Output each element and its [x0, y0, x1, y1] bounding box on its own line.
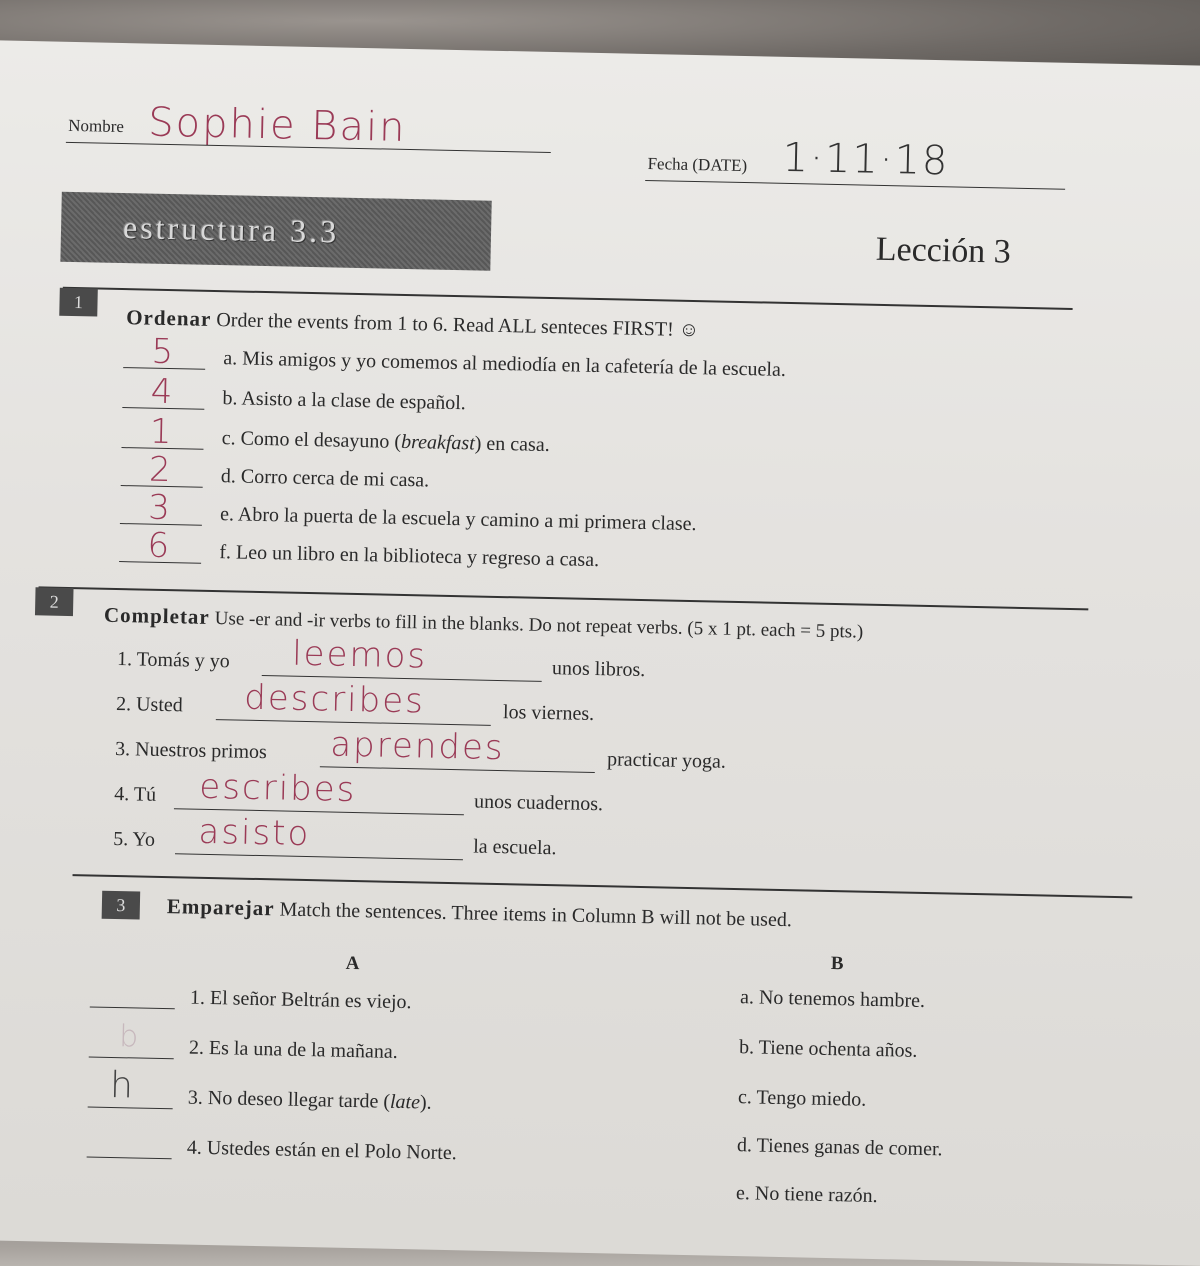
- match-item-text: 4. Ustedes están en el Polo Norte.: [186, 1136, 457, 1165]
- column-b-header: B: [830, 953, 844, 975]
- order-item-text: a. Mis amigos y yo comemos al mediodía en la cafetería de la escuela.: [223, 347, 787, 381]
- match-item-text: 1. El señor Beltrán es viejo.: [189, 986, 412, 1014]
- match-item-text: 3. No deseo llegar tarde (late).: [187, 1086, 432, 1114]
- order-answer: 4: [150, 371, 175, 413]
- order-item-text: d. Corro cerca de mi casa.: [220, 465, 430, 492]
- column-a-header: A: [345, 952, 360, 975]
- fecha-label: Fecha (DATE): [647, 154, 748, 176]
- answer-blank[interactable]: [87, 1156, 172, 1159]
- match-item-text: 2. Es la una de la mañana.: [188, 1036, 398, 1063]
- section3-number: 3: [102, 891, 141, 920]
- answer-blank[interactable]: [89, 1057, 174, 1060]
- nombre-value: Sophie Bain: [147, 99, 407, 151]
- banner-text: estructura 3.3: [122, 209, 340, 250]
- match-answer: h: [109, 1064, 136, 1107]
- completar-after: unos libros.: [551, 657, 646, 682]
- estructura-banner: [60, 192, 491, 271]
- section2-heading: [104, 603, 864, 644]
- leccion-title: Lección 3: [875, 230, 1012, 271]
- completar-after: la escuela.: [472, 835, 557, 860]
- answer-blank[interactable]: [88, 1106, 173, 1109]
- section3-instructions: Match the sentences. Three items in Column B will not be used.: [279, 898, 793, 932]
- section1-heading: [126, 305, 699, 342]
- answer-blank[interactable]: [90, 1007, 175, 1010]
- order-item-text: f. Leo un libro en la biblioteca y regreso a casa.: [219, 541, 600, 572]
- section3-heading: [167, 894, 792, 932]
- completar-prompt: 1. Tomás y yo: [116, 648, 230, 673]
- answer-blank[interactable]: [320, 766, 595, 773]
- completar-answer: leemos: [291, 633, 428, 677]
- completar-answer: aprendes: [329, 724, 506, 769]
- list-item: b. Tiene ochenta años.: [738, 1036, 918, 1062]
- completar-after: unos cuadernos.: [473, 790, 604, 816]
- fecha-value: 1·11·18: [782, 134, 950, 185]
- order-answer: 5: [151, 331, 176, 373]
- completar-answer: escribes: [198, 766, 357, 811]
- completar-answer: asisto: [198, 811, 311, 855]
- section2-instructions: Use -er and -ir verbs to fill in the blanks. Do not repeat verbs. (5 x 1 pt. each = 5 pts.): [214, 608, 864, 643]
- completar-prompt: 5. Yo: [113, 827, 156, 851]
- list-item: d. Tienes ganas de comer.: [736, 1134, 943, 1161]
- completar-prompt: 4. Tú: [114, 782, 157, 806]
- list-item: c. Tengo miedo.: [737, 1086, 867, 1111]
- order-item-text: b. Asisto a la clase de español.: [222, 387, 467, 415]
- section3-title: Emparejar: [166, 894, 275, 921]
- list-item: e. No tiene razón.: [735, 1182, 878, 1208]
- worksheet-page: [0, 40, 1200, 1266]
- section2-title: Completar: [103, 602, 211, 629]
- completar-after: practicar yoga.: [606, 748, 727, 773]
- answer-blank[interactable]: [175, 853, 463, 860]
- order-answer: 6: [147, 525, 172, 567]
- nombre-label: Nombre: [68, 115, 125, 137]
- section2-number: 2: [35, 587, 74, 616]
- completar-answer: describes: [243, 677, 426, 722]
- section1-number: 1: [59, 288, 98, 317]
- completar-prompt: 3. Nuestros primos: [114, 737, 268, 764]
- match-answer: b: [118, 1019, 141, 1055]
- section1-instructions: Order the events from 1 to 6. Read ALL senteces FIRST! ☺: [216, 309, 700, 342]
- section1-title: Ordenar: [125, 305, 212, 331]
- order-answer: 3: [147, 487, 173, 529]
- order-item-text: c. Como el desayuno (breakfast) en casa.: [221, 427, 550, 457]
- completar-after: los viernes.: [502, 701, 595, 726]
- list-item: a. No tenemos hambre.: [739, 986, 926, 1012]
- order-item-text: e. Abro la puerta de la escuela y camino a mi primera clase.: [219, 503, 697, 536]
- order-answer: 2: [148, 449, 174, 491]
- order-answer: 1: [149, 411, 174, 453]
- completar-prompt: 2. Usted: [115, 692, 184, 717]
